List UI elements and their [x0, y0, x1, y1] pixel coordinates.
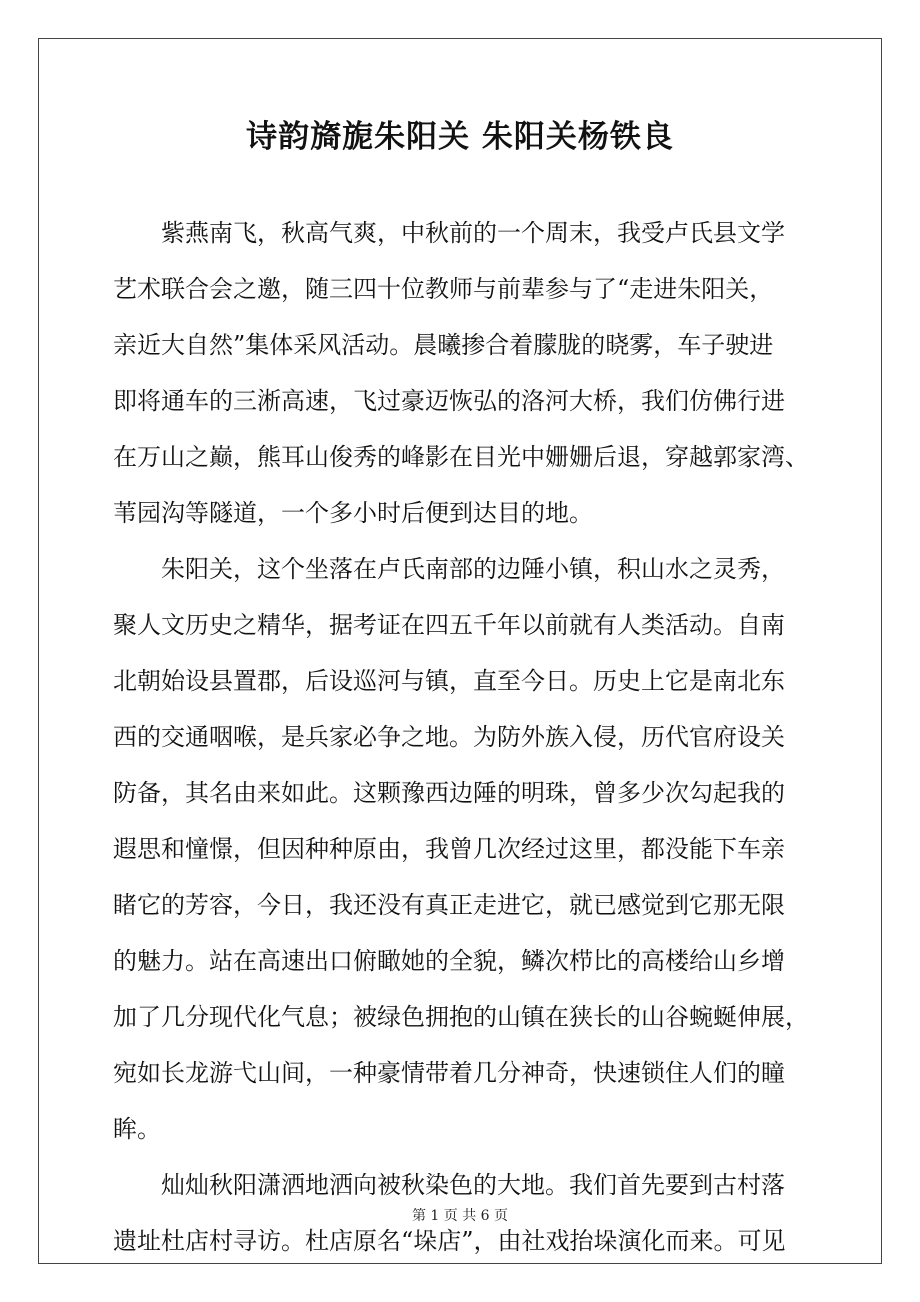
paragraph-1-line-6: 苇园沟等隧道，一个多小时后便到达目的地。 [113, 499, 593, 527]
paragraph-2-line-7: 睹它的芳容，今日，我还没有真正走进它，就已感觉到它那无限 [113, 891, 785, 919]
paragraph-2-line-8: 的魅力。站在高速出口俯瞰她的全貌，鳞次栉比的高楼给山乡增 [113, 947, 785, 975]
paragraph-2-line-9: 加了几分现代化气息；被绿色拥抱的山镇在狭长的山谷蜿蜒伸展， [113, 1003, 809, 1031]
document-body [113, 205, 833, 1269]
paragraph-2-line-3: 北朝始设县置郡，后设巡河与镇，直至今日。历史上它是南北东 [113, 667, 785, 695]
paragraph-1-line-4: 即将通车的三淅高速，飞过豪迈恢弘的洛河大桥，我们仿佛行进 [113, 387, 785, 415]
paragraph-2-line-5: 防备，其名由来如此。这颗豫西边陲的明珠，曾多少次勾起我的 [113, 779, 785, 807]
paragraph-2-line-10: 宛如长龙游弋山间，一种豪情带着几分神奇，快速锁住人们的瞳 [113, 1059, 785, 1087]
paragraph-2-line-1: 朱阳关，这个坐落在卢氏南部的边陲小镇，积山水之灵秀， [161, 555, 785, 583]
page-number-footer: 第 1 页 共 6 页 [411, 1208, 509, 1224]
paragraph-1-line-1: 紫燕南飞，秋高气爽，中秋前的一个周末，我受卢氏县文学 [161, 219, 785, 247]
paragraph-1-line-5: 在万山之巅，熊耳山俊秀的峰影在目光中姗姗后退，穿越郭家湾、 [113, 443, 809, 471]
paragraph-2-line-4: 西的交通咽喉，是兵家必争之地。为防外族入侵，历代官府设关 [113, 723, 785, 751]
paragraph-1-line-2: 艺术联合会之邀，随三四十位教师与前辈参与了“走进朱阳关， [113, 275, 774, 303]
paragraph-3-line-2: 遗址杜店村寻访。杜店原名“垛店”，由社戏抬垛演化而来。可见 [113, 1227, 786, 1255]
paragraph-2-line-11: 眸。 [113, 1115, 161, 1143]
paragraph-1-line-3: 亲近大自然”集体采风活动。晨曦掺合着朦胧的晓雾，车子驶进 [113, 331, 774, 359]
paragraph-2-line-6: 遐思和憧憬，但因种种原由，我曾几次经过这里，都没能下车亲 [113, 835, 785, 863]
document-title: 诗韵旖旎朱阳关 朱阳关杨铁良 [246, 119, 674, 155]
paragraph-3-line-1: 灿灿秋阳潇洒地洒向被秋染色的大地。我们首先要到古村落 [161, 1171, 785, 1199]
paragraph-2-line-2: 聚人文历史之精华，据考证在四五千年以前就有人类活动。自南 [113, 611, 785, 639]
